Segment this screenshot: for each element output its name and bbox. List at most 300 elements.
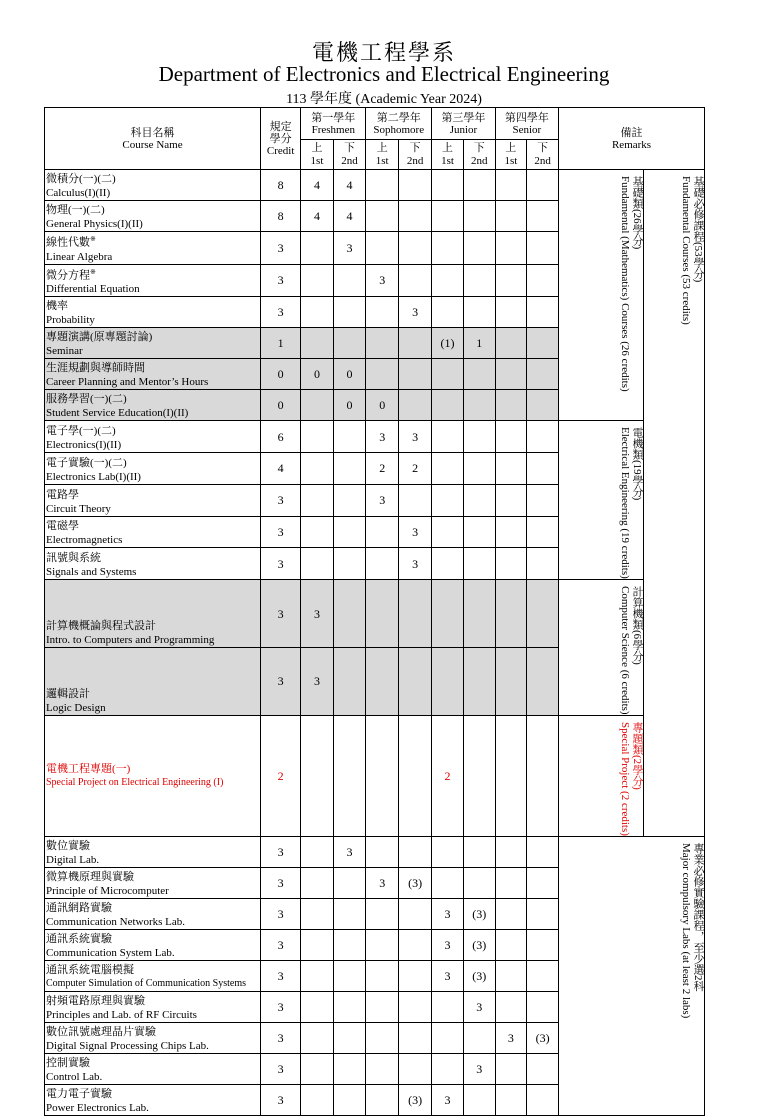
course-mark: ※ <box>90 267 96 276</box>
course-name-en: Electronics(I)(II) <box>46 439 122 452</box>
course-name-en: Communication Networks Lab. <box>46 915 186 928</box>
semester-header <box>301 140 333 170</box>
course-name-cell <box>45 297 261 328</box>
semester-credit-cell <box>527 359 559 390</box>
semester-credit-cell <box>463 359 495 390</box>
semester-credit-cell <box>527 867 559 898</box>
course-name-zh: 電子實驗(一)(二) <box>46 456 127 469</box>
course-name-cell <box>45 328 261 359</box>
semester-zh: 下 <box>537 141 549 154</box>
semester-credit-cell <box>527 1053 559 1084</box>
semester-credit-cell <box>301 264 333 297</box>
semester-en: 1st <box>441 154 454 167</box>
semester-credit-cell: 3 <box>432 929 464 960</box>
semester-credit-cell <box>495 715 526 836</box>
semester-credit-cell <box>399 898 432 929</box>
semester-credit-cell <box>366 328 399 359</box>
semester-credit-cell <box>432 1053 464 1084</box>
course-name-cell <box>45 991 261 1022</box>
credit-cell: 3 <box>261 232 301 265</box>
course-name-en: Principles and Lab. of RF Circuits <box>46 1008 197 1021</box>
credit-cell: 3 <box>261 297 301 328</box>
semester-credit-cell <box>432 991 464 1022</box>
remark-text: Major compulsory Labs (at least 2 labs) <box>680 842 693 1019</box>
semester-credit-cell <box>463 516 495 548</box>
remark-cell <box>559 580 644 716</box>
semester-credit-cell <box>366 898 399 929</box>
course-name-en: Seminar <box>46 345 83 358</box>
course-name-zh: 線性代數 <box>46 236 90 249</box>
semester-credit-cell <box>301 390 333 421</box>
credit-cell: 3 <box>261 647 301 715</box>
semester-credit-cell: 3 <box>333 232 366 265</box>
semester-header <box>333 140 366 170</box>
semester-credit-cell <box>333 898 366 929</box>
credit-cell: 8 <box>261 170 301 201</box>
semester-credit-cell <box>527 836 559 867</box>
course-name-zh: 電機工程專題(一) <box>46 762 131 775</box>
course-name-zh-wrap <box>46 1056 260 1070</box>
semester-credit-cell <box>399 201 432 232</box>
semester-credit-cell <box>432 647 464 715</box>
semester-credit-cell <box>495 390 526 421</box>
course-name-zh-wrap <box>46 901 260 915</box>
semester-credit-cell <box>399 359 432 390</box>
course-name-zh: 微算機原理與實驗 <box>46 870 134 883</box>
semester-en: 1st <box>310 154 324 167</box>
credit-cell: 6 <box>261 421 301 453</box>
remark-text: Electrical Engineering (19 credits) <box>619 427 632 580</box>
course-name-en: Intro. to Computers and Programming <box>46 633 215 646</box>
semester-credit-cell <box>366 232 399 265</box>
semester-credit-cell: 3 <box>301 647 333 715</box>
semester-zh: 上 <box>505 141 517 154</box>
semester-zh: 上 <box>311 141 323 154</box>
semester-credit-cell <box>463 264 495 297</box>
semester-credit-cell <box>333 580 366 648</box>
course-name-en: Control Lab. <box>46 1070 103 1083</box>
credit-header <box>261 108 301 170</box>
semester-en: 2nd <box>406 154 424 167</box>
semester-credit-cell: 3 <box>301 580 333 648</box>
course-name-cell <box>45 1022 261 1053</box>
course-name-zh: 通訊系統電腦模擬 <box>46 963 134 976</box>
course-header-zh: 科目名稱 <box>130 126 175 139</box>
semester-credit-cell <box>301 929 333 960</box>
semester-credit-cell <box>463 390 495 421</box>
semester-credit-cell <box>432 836 464 867</box>
table-row <box>45 170 768 201</box>
semester-zh: 下 <box>473 141 485 154</box>
semester-credit-cell <box>463 548 495 580</box>
course-name-en: Digital Lab. <box>46 853 100 866</box>
course-name-cell <box>45 647 261 715</box>
semester-credit-cell <box>333 297 366 328</box>
course-name-zh-wrap <box>46 762 260 776</box>
remark-cell <box>559 715 644 836</box>
semester-credit-cell: 3 <box>463 1053 495 1084</box>
credit-cell: 3 <box>261 1022 301 1053</box>
semester-credit-cell <box>527 453 559 485</box>
semester-credit-cell <box>399 170 432 201</box>
course-name-zh: 訊號與系統 <box>46 552 101 565</box>
semester-credit-cell <box>463 484 495 516</box>
semester-credit-cell <box>463 201 495 232</box>
semester-credit-cell: 3 <box>463 991 495 1022</box>
course-name-cell <box>45 453 261 485</box>
year-en: Sophomore <box>373 123 425 136</box>
semester-credit-cell <box>301 328 333 359</box>
semester-header <box>527 140 559 170</box>
semester-credit-cell <box>399 390 432 421</box>
semester-credit-cell <box>495 297 526 328</box>
semester-credit-cell <box>527 715 559 836</box>
course-name-zh: 通訊系統實驗 <box>46 932 112 945</box>
course-name-cell <box>45 1053 261 1084</box>
remark-cell <box>559 421 644 580</box>
credit-cell: 4 <box>261 453 301 485</box>
semester-credit-cell <box>463 453 495 485</box>
year-en: Senior <box>512 123 542 136</box>
credit-cell: 3 <box>261 484 301 516</box>
credit-cell: 3 <box>261 1053 301 1084</box>
semester-credit-cell <box>333 516 366 548</box>
remark-text: 基礎類(26學分) <box>631 176 644 250</box>
course-name-zh: 數位實驗 <box>46 839 90 852</box>
semester-credit-cell <box>366 359 399 390</box>
semester-credit-cell <box>366 1084 399 1115</box>
semester-credit-cell: (1) <box>432 328 464 359</box>
course-name-en: Calculus(I)(II) <box>46 187 111 199</box>
semester-credit-cell <box>463 1022 495 1053</box>
semester-header <box>463 140 495 170</box>
semester-credit-cell: 4 <box>333 170 366 201</box>
semester-credit-cell: (3) <box>399 867 432 898</box>
semester-credit-cell <box>495 580 526 648</box>
semester-credit-cell: (3) <box>463 929 495 960</box>
year-header-1 <box>301 108 366 140</box>
semester-en: 2nd <box>534 154 551 167</box>
course-name-zh-wrap <box>46 1087 260 1101</box>
semester-credit-cell <box>301 836 333 867</box>
semester-credit-cell <box>333 1053 366 1084</box>
page-title-en: Department of Electronics and Electrical Engineering <box>158 62 610 86</box>
course-name-en: Differential Equation <box>46 283 140 296</box>
remarks-header-en: Remarks <box>611 138 652 151</box>
year-header-4 <box>495 108 558 140</box>
semester-credit-cell <box>399 1053 432 1084</box>
semester-credit-cell <box>495 170 526 201</box>
semester-credit-cell <box>399 264 432 297</box>
semester-credit-cell <box>301 421 333 453</box>
semester-credit-cell <box>495 264 526 297</box>
course-name-en: General Physics(I)(II) <box>46 218 143 230</box>
course-name-cell <box>45 548 261 580</box>
semester-credit-cell: 3 <box>399 516 432 548</box>
course-name-cell <box>45 580 261 648</box>
semester-credit-cell: 3 <box>366 421 399 453</box>
semester-zh: 下 <box>343 141 355 154</box>
semester-credit-cell <box>432 548 464 580</box>
course-name-en: Electromagnetics <box>46 534 123 547</box>
credit-cell: 3 <box>261 898 301 929</box>
semester-credit-cell <box>399 836 432 867</box>
semester-credit-cell <box>333 960 366 991</box>
credit-cell: 3 <box>261 580 301 648</box>
semester-credit-cell: 4 <box>333 201 366 232</box>
remark-cell <box>644 170 705 837</box>
semester-credit-cell <box>333 715 366 836</box>
semester-credit-cell: 4 <box>301 201 333 232</box>
semester-credit-cell <box>333 484 366 516</box>
semester-credit-cell <box>432 421 464 453</box>
semester-credit-cell <box>301 232 333 265</box>
semester-credit-cell <box>333 264 366 297</box>
course-name-zh-wrap <box>46 963 260 977</box>
semester-credit-cell <box>301 548 333 580</box>
semester-credit-cell: 1 <box>463 328 495 359</box>
semester-credit-cell <box>432 516 464 548</box>
remark-text: 專題類(2學分) <box>631 721 644 790</box>
semester-credit-cell <box>366 516 399 548</box>
semester-credit-cell <box>495 836 526 867</box>
course-name-zh-wrap <box>46 519 260 533</box>
course-name-cell <box>45 929 261 960</box>
semester-credit-cell <box>527 201 559 232</box>
semester-credit-cell <box>463 170 495 201</box>
course-name-zh-wrap <box>46 265 260 283</box>
course-name-en: Career Planning and Mentor’s Hours <box>46 376 209 389</box>
semester-credit-cell <box>333 453 366 485</box>
semester-credit-cell <box>366 960 399 991</box>
semester-credit-cell <box>432 232 464 265</box>
remark-text: 計算機類(6學分) <box>631 586 644 665</box>
semester-credit-cell <box>301 1053 333 1084</box>
course-name-en: Computer Simulation of Communication Systems <box>46 977 246 989</box>
year-zh: 第三學年 <box>441 111 486 124</box>
semester-header <box>432 140 464 170</box>
credit-cell: 0 <box>261 359 301 390</box>
semester-credit-cell: 3 <box>366 484 399 516</box>
semester-credit-cell <box>399 715 432 836</box>
remark-text: 基礎必修課程(53學分) <box>692 176 705 283</box>
semester-credit-cell <box>333 991 366 1022</box>
semester-credit-cell <box>366 170 399 201</box>
semester-credit-cell: (3) <box>399 1084 432 1115</box>
credit-cell: 3 <box>261 836 301 867</box>
semester-credit-cell <box>527 297 559 328</box>
semester-credit-cell <box>366 297 399 328</box>
semester-credit-cell <box>301 1084 333 1115</box>
semester-credit-cell <box>432 264 464 297</box>
course-name-zh-wrap <box>46 424 260 438</box>
semester-credit-cell <box>495 929 526 960</box>
semester-credit-cell <box>333 1022 366 1053</box>
course-name-cell <box>45 390 261 421</box>
course-name-cell <box>45 421 261 453</box>
semester-credit-cell: 0 <box>333 390 366 421</box>
course-name-cell <box>45 232 261 265</box>
course-name-cell <box>45 867 261 898</box>
year-en: Freshmen <box>311 123 355 136</box>
semester-credit-cell <box>495 232 526 265</box>
semester-credit-cell <box>301 898 333 929</box>
semester-zh: 上 <box>441 141 453 154</box>
semester-credit-cell: 2 <box>399 453 432 485</box>
semester-credit-cell: 3 <box>432 898 464 929</box>
semester-credit-cell <box>366 715 399 836</box>
semester-credit-cell <box>399 991 432 1022</box>
course-name-en: Signals and Systems <box>46 566 137 579</box>
course-name-zh: 電路學 <box>46 488 79 501</box>
course-name-zh: 物理(一)(二) <box>46 204 105 216</box>
course-name-zh: 射頻電路原理與實驗 <box>46 994 145 1007</box>
credit-cell: 3 <box>261 991 301 1022</box>
course-name-zh-wrap <box>46 172 260 186</box>
semester-header <box>399 140 432 170</box>
semester-credit-cell <box>495 960 526 991</box>
semester-credit-cell <box>333 929 366 960</box>
credit-cell: 3 <box>261 929 301 960</box>
semester-credit-cell <box>333 328 366 359</box>
course-name-zh-wrap <box>46 687 260 701</box>
course-name-cell <box>45 484 261 516</box>
semester-credit-cell: 3 <box>399 297 432 328</box>
course-name-zh-wrap <box>46 551 260 565</box>
semester-credit-cell <box>432 170 464 201</box>
course-name-zh-wrap <box>46 488 260 502</box>
semester-credit-cell <box>527 264 559 297</box>
credit-header-zh1: 規定 <box>269 120 292 133</box>
remark-text: 電機類(19學分) <box>631 427 644 501</box>
course-name-zh-wrap <box>46 839 260 853</box>
semester-credit-cell <box>527 516 559 548</box>
credit-cell: 8 <box>261 201 301 232</box>
semester-credit-cell <box>333 548 366 580</box>
semester-credit-cell <box>333 1084 366 1115</box>
course-name-zh-wrap <box>46 994 260 1008</box>
course-name-en: Logic Design <box>46 701 106 714</box>
semester-credit-cell <box>432 453 464 485</box>
remark-text: Special Project (2 credits) <box>619 721 632 836</box>
semester-credit-cell <box>301 867 333 898</box>
semester-credit-cell <box>463 836 495 867</box>
course-name-zh-wrap <box>46 299 260 313</box>
remarks-header-zh: 備註 <box>620 126 643 139</box>
semester-credit-cell <box>366 1022 399 1053</box>
semester-header <box>495 140 526 170</box>
semester-credit-cell: 3 <box>432 960 464 991</box>
remark-text: Computer Science (6 credits) <box>619 586 632 715</box>
semester-credit-cell <box>527 991 559 1022</box>
semester-credit-cell <box>366 647 399 715</box>
credit-cell: 3 <box>261 867 301 898</box>
course-name-en: Student Service Education(I)(II) <box>46 407 189 420</box>
semester-credit-cell <box>495 867 526 898</box>
semester-credit-cell <box>432 867 464 898</box>
semester-credit-cell <box>432 201 464 232</box>
semester-credit-cell <box>366 836 399 867</box>
semester-credit-cell <box>399 929 432 960</box>
semester-credit-cell: 3 <box>432 1084 464 1115</box>
course-name-cell <box>45 264 261 297</box>
curriculum-table <box>44 107 768 1116</box>
year-zh: 第二學年 <box>376 111 421 124</box>
semester-en: 1st <box>504 154 518 167</box>
course-name-zh-wrap <box>46 619 260 633</box>
semester-credit-cell: 0 <box>366 390 399 421</box>
course-name-zh: 計算機概論與程式設計 <box>46 619 156 632</box>
course-name-en: Communication System Lab. <box>46 946 175 959</box>
semester-credit-cell <box>495 516 526 548</box>
semester-credit-cell <box>366 991 399 1022</box>
course-name-zh: 專題演講(原專題討論) <box>46 331 153 344</box>
semester-credit-cell <box>399 328 432 359</box>
remark-text: Fundamental (Mathematics) Courses (26 credits) <box>619 176 632 392</box>
academic-year: 113 學年度 (Academic Year 2024) <box>286 92 482 107</box>
semester-credit-cell <box>333 421 366 453</box>
semester-credit-cell: 3 <box>399 548 432 580</box>
course-name-zh-wrap <box>46 456 260 470</box>
year-zh: 第四學年 <box>504 111 549 124</box>
semester-credit-cell <box>495 359 526 390</box>
course-name-zh: 服務學習(一)(二) <box>46 393 127 406</box>
credit-cell: 3 <box>261 1084 301 1115</box>
year-en: Junior <box>449 123 478 136</box>
semester-credit-cell <box>527 484 559 516</box>
course-name-zh: 生涯規劃與導師時間 <box>46 362 145 375</box>
course-mark: ※ <box>90 235 96 243</box>
semester-credit-cell <box>495 991 526 1022</box>
semester-credit-cell <box>399 580 432 648</box>
semester-credit-cell <box>527 170 559 201</box>
semester-credit-cell <box>399 1022 432 1053</box>
semester-credit-cell: 4 <box>301 170 333 201</box>
semester-credit-cell <box>495 421 526 453</box>
semester-credit-cell <box>301 516 333 548</box>
semester-en: 2nd <box>341 154 358 167</box>
course-name-en: Probability <box>46 314 95 327</box>
year-zh: 第一學年 <box>311 111 356 124</box>
semester-credit-cell <box>495 453 526 485</box>
semester-credit-cell <box>495 201 526 232</box>
course-name-zh-wrap <box>46 932 260 946</box>
semester-credit-cell <box>527 1084 559 1115</box>
course-name-zh-wrap <box>46 870 260 884</box>
semester-credit-cell <box>301 297 333 328</box>
semester-credit-cell: (3) <box>463 960 495 991</box>
semester-credit-cell <box>366 548 399 580</box>
semester-credit-cell: 3 <box>333 836 366 867</box>
credit-cell: 0 <box>261 390 301 421</box>
credit-cell: 1 <box>261 328 301 359</box>
semester-header <box>366 140 399 170</box>
page-title-zh: 電機工程學系 <box>311 40 456 65</box>
course-name-cell <box>45 359 261 390</box>
semester-credit-cell <box>432 359 464 390</box>
credit-cell: 3 <box>261 264 301 297</box>
course-name-zh: 電磁學 <box>46 520 79 533</box>
semester-credit-cell <box>301 1022 333 1053</box>
semester-credit-cell <box>527 898 559 929</box>
course-name-header <box>45 108 261 170</box>
course-name-zh-wrap <box>46 330 260 344</box>
semester-credit-cell: 2 <box>366 453 399 485</box>
semester-credit-cell <box>495 548 526 580</box>
semester-credit-cell <box>495 647 526 715</box>
semester-credit-cell <box>399 647 432 715</box>
semester-credit-cell <box>301 484 333 516</box>
